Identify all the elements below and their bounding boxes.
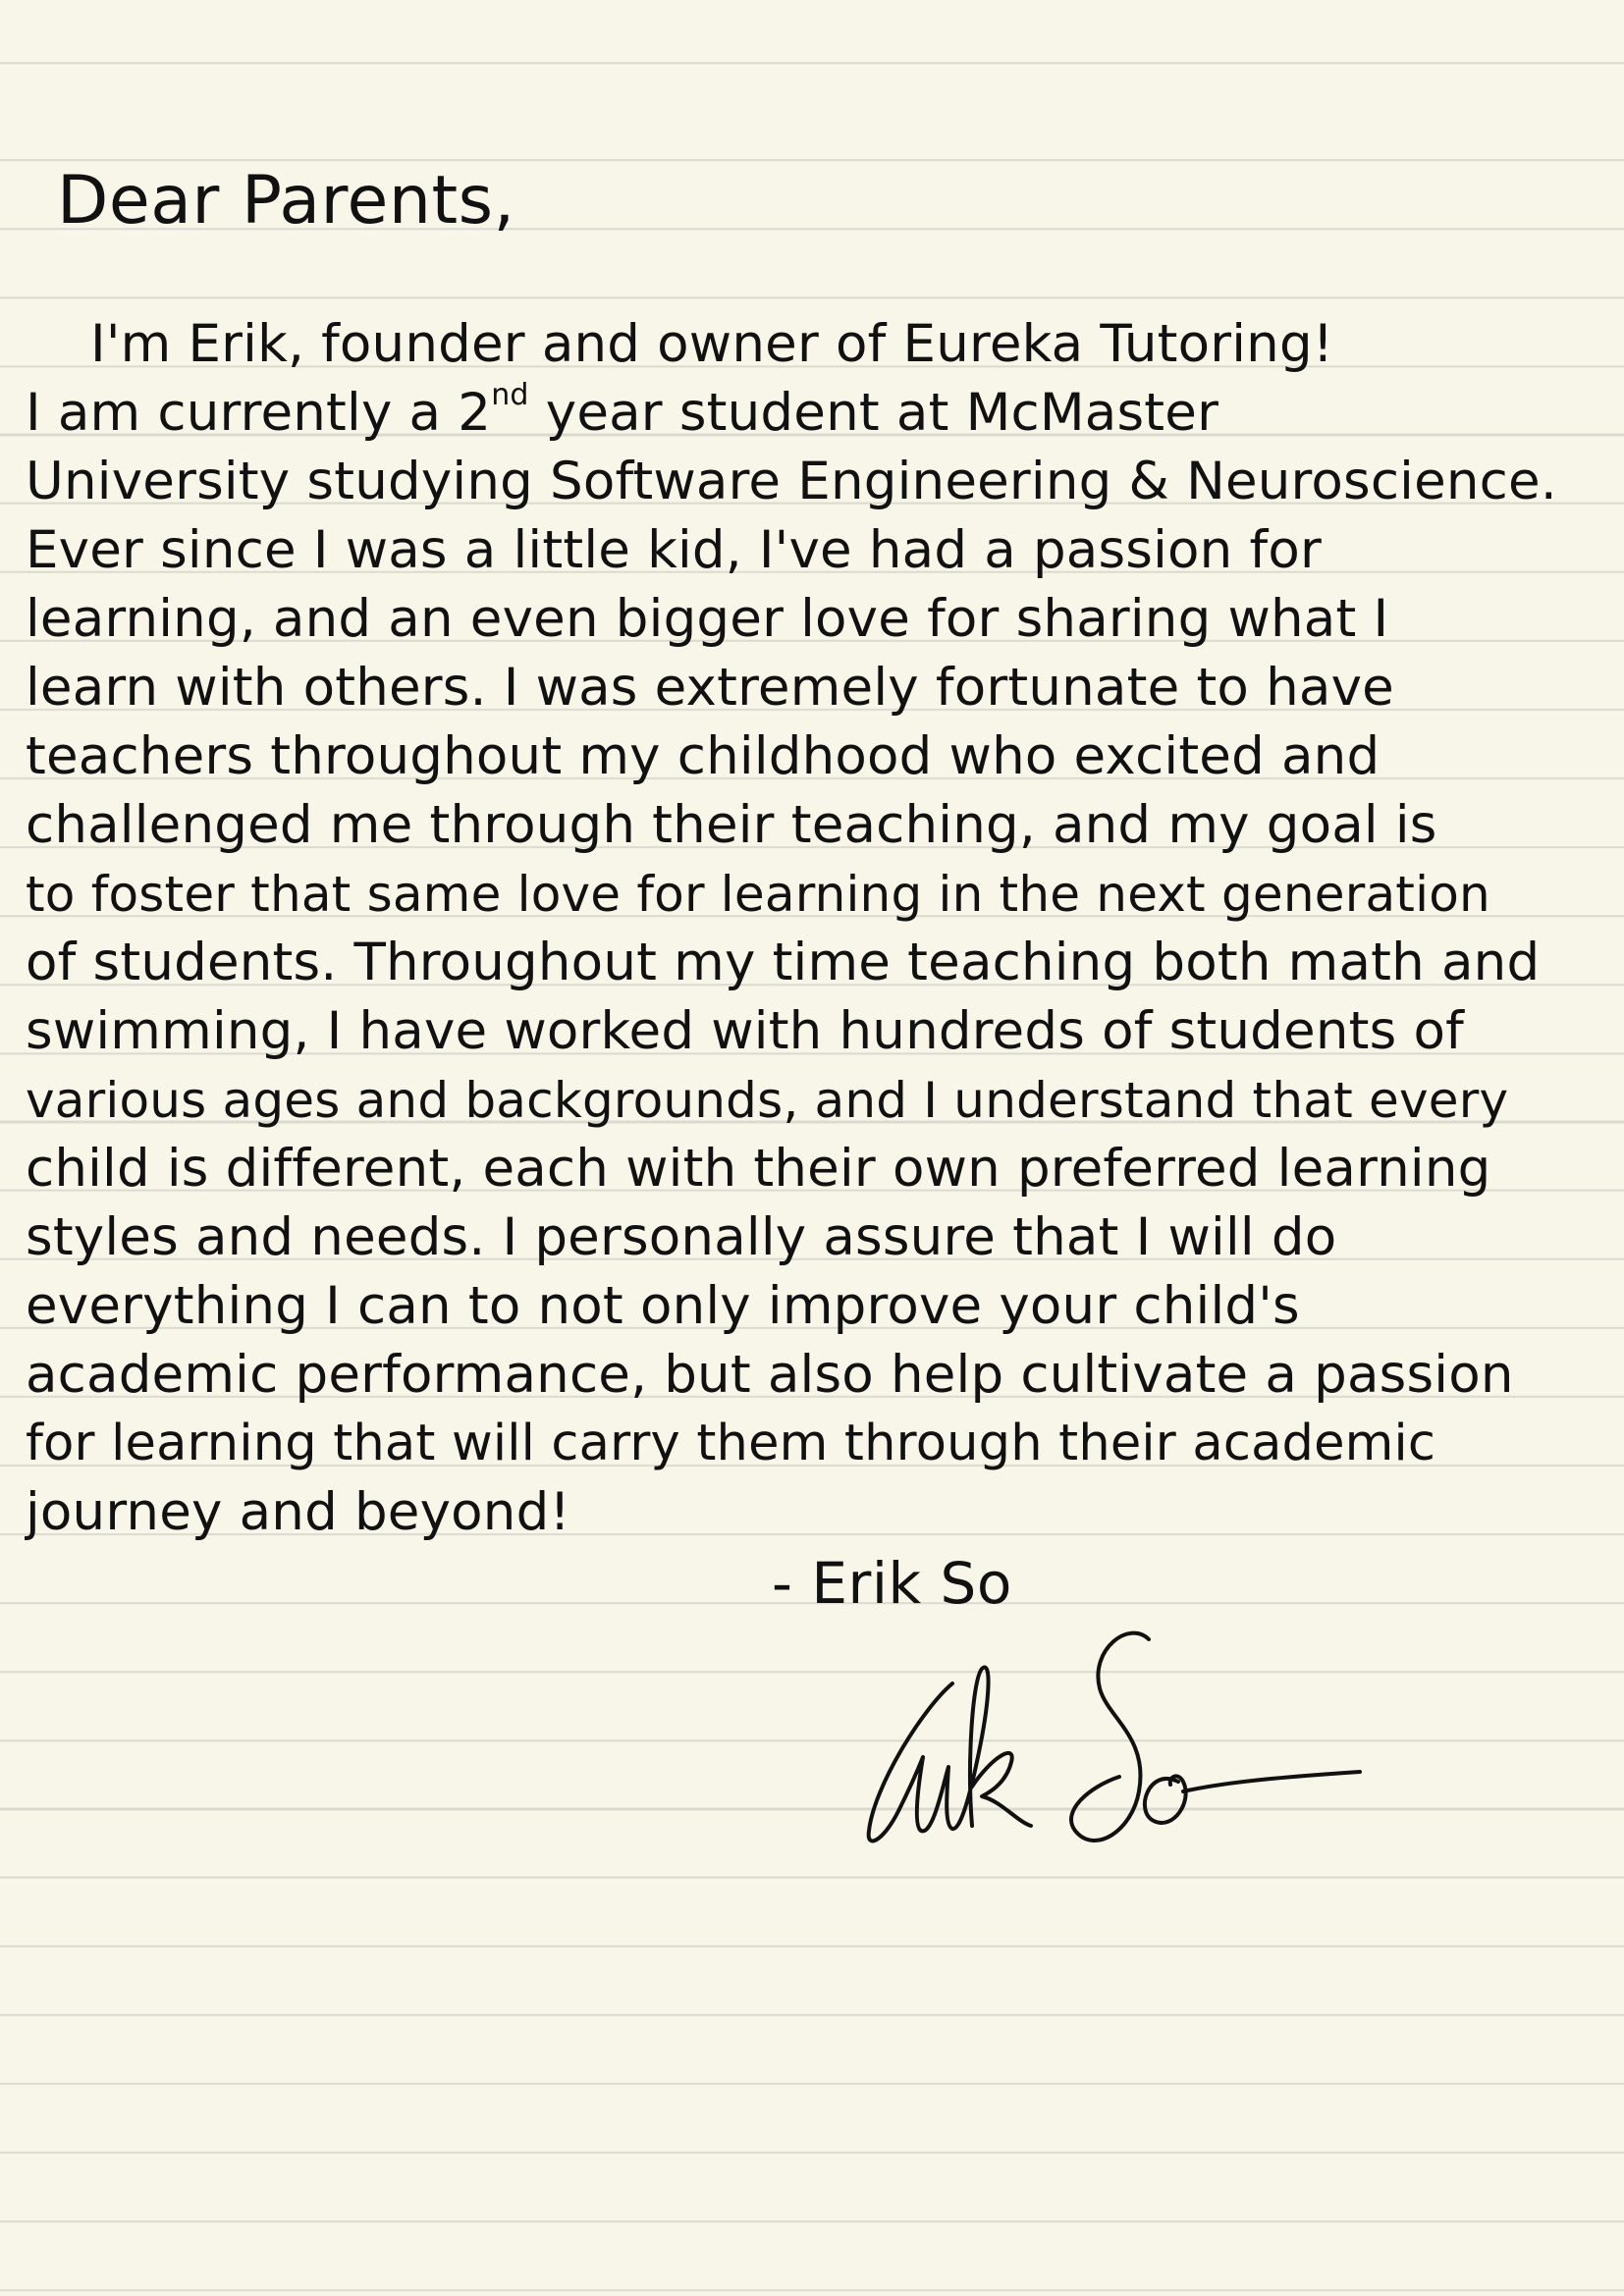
letter-line: challenged me through their teaching, and my goal is bbox=[26, 795, 1437, 855]
letter-line: various ages and backgrounds, and I understand that every bbox=[26, 1072, 1509, 1129]
letter-line: swimming, I have worked with hundreds of students of bbox=[26, 1001, 1464, 1061]
letter-line: child is different, each with their own preferred learning bbox=[26, 1139, 1491, 1199]
ordinal-superscript: nd bbox=[491, 378, 529, 412]
letter-line: journey and beyond! bbox=[26, 1482, 570, 1542]
letter-line-prefix: I am currently a 2 bbox=[26, 383, 492, 443]
letter-line: I'm Erik, founder and owner of Eureka Tutoring! bbox=[90, 314, 1334, 374]
letter-line: University studying Software Engineering & Neuroscience. bbox=[26, 452, 1557, 511]
letter-line: learn with others. I was extremely fortunate to have bbox=[26, 658, 1394, 718]
letter-line: to foster that same love for learning in the next generation bbox=[26, 866, 1490, 923]
letter-line: academic performance, but also help cultivate a passion bbox=[26, 1345, 1514, 1405]
letter-signoff: - Erik So bbox=[772, 1550, 1012, 1617]
letter-line: for learning that will carry them through their academic bbox=[26, 1415, 1436, 1472]
letter-line-suffix: year student at McMaster bbox=[545, 383, 1219, 443]
letter-line: learning, and an even bigger love for sharing what I bbox=[26, 589, 1389, 649]
letter-line: everything I can to not only improve your child's bbox=[26, 1276, 1300, 1336]
letter-line bbox=[26, 379, 1606, 448]
letter-line: styles and needs. I personally assure that I will do bbox=[26, 1207, 1337, 1267]
handwritten-signature bbox=[854, 1620, 1365, 1875]
letter-greeting: Dear Parents, bbox=[57, 162, 515, 240]
letter-line: of students. Throughout my time teaching both math and bbox=[26, 933, 1541, 992]
letter-line: Ever since I was a little kid, I've had a passion for bbox=[26, 520, 1322, 580]
letter-line: teachers throughout my childhood who excited and bbox=[26, 726, 1380, 786]
letter-body bbox=[26, 310, 1606, 1547]
